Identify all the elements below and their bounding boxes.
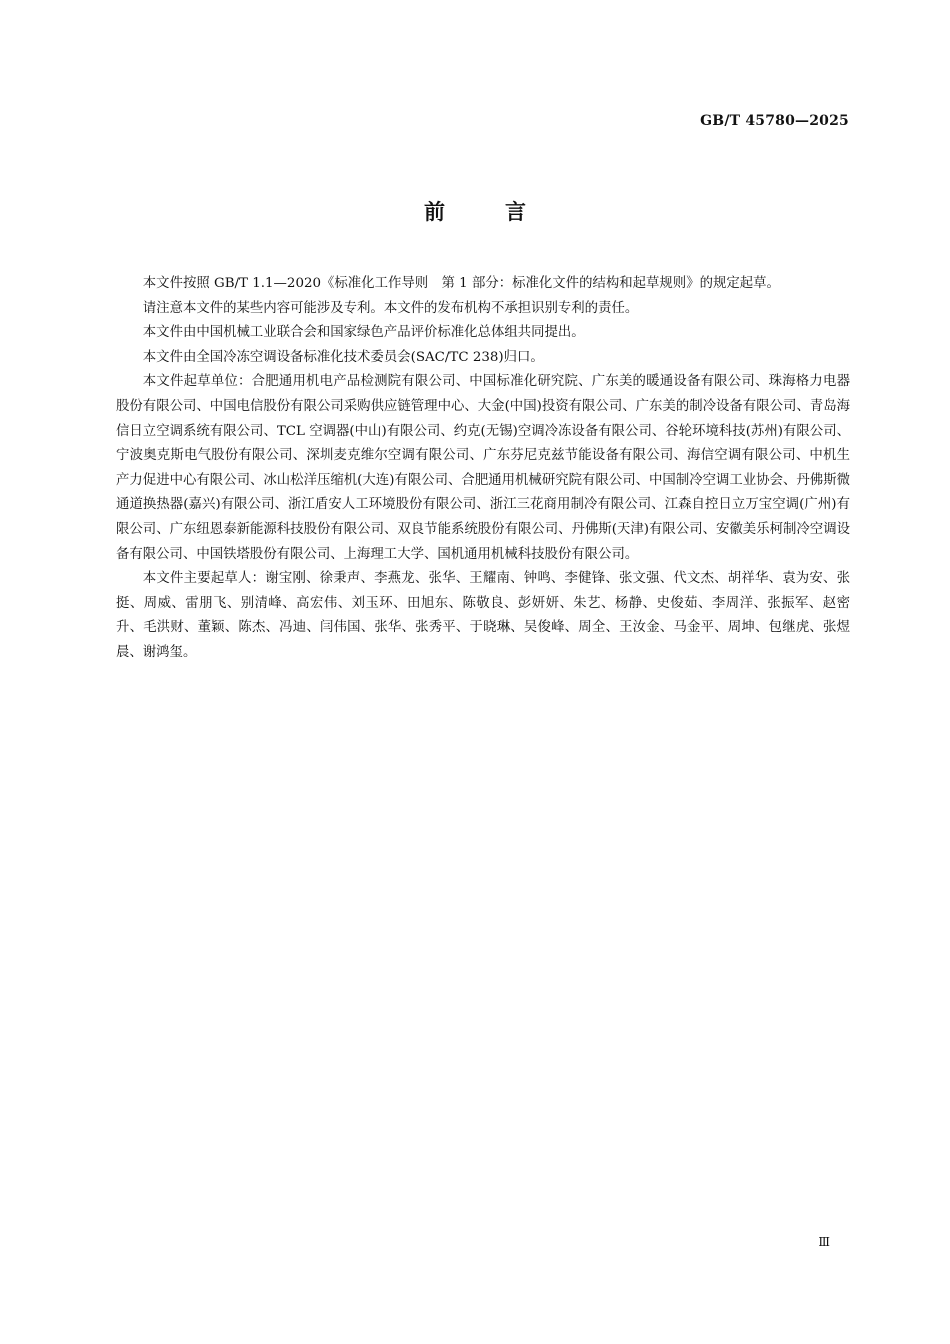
paragraph-drafters: 本文件主要起草人：谢宝刚、徐秉声、李燕龙、张华、王耀南、钟鸣、李健锋、张文强、代文杰、胡祥华、袁为安、张挺、周威、雷朋飞、别清峰、高宏伟、刘玉环、田旭东、陈敬良、彭妍妍、朱艺、杨静、史俊茹、李周洋、张振军、赵密升、毛洪财、董颖、陈杰、冯迪、闫伟国、张华、张秀平、于晓琳、吴俊峰、周全、王汝金、马金平、周坤、包继虎、张煜晨、谢鸿玺。: [116, 571, 850, 660]
paragraph-drafting-rules: 本文件按照 GB/T 1.1—2020《标准化工作导则 第 1 部分：标准化文件的结构和起草规则》的规定起草。: [142, 276, 780, 291]
paragraph-drafting-units: 本文件起草单位：合肥通用机电产品检测院有限公司、中国标准化研究院、广东美的暖通设备有限公司、珠海格力电器股份有限公司、中国电信股份有限公司采购供应链管理中心、大金(中国)投资有限公司、广东美的制冷设备有限公司、青岛海信日立空调系统有限公司、TCL 空调器(中山)有限公司、约克(无锡)空调冷冻设备有限公司、谷轮环境科技(苏州)有限公司、宁波奥克斯电气股份有限公司、深圳麦克维尔空调有限公司、广东芬尼克兹节能设备有限公司、海信空调有限公司、中机生产力促进中心有限公司、冰山松洋压缩机(大连)有限公司、合肥通用机械研究院有限公司、中国制冷空调工业协会、丹佛斯微通道换热器(嘉兴)有限公司、浙江盾安人工环境股份有限公司、浙江三花商用制冷有限公司、江森自控日立万宝空调(广州)有限公司、广东纽恩泰新能源科技股份有限公司、双良节能系统股份有限公司、丹佛斯(天津)有限公司、安徽美乐柯制冷空调设备有限公司、中国铁塔股份有限公司、上海理工大学、国机通用机械科技股份有限公司。: [116, 374, 850, 562]
foreword-body: [116, 272, 850, 666]
paragraph-technical-committee: 本文件由全国冷冻空调设备标准化技术委员会(SAC/TC 238)归口。: [142, 349, 544, 365]
paragraph-patent-notice: 请注意本文件的某些内容可能涉及专利。本文件的发布机构不承担识别专利的责任。: [142, 300, 639, 316]
paragraph-proposer: 本文件由中国机械工业联合会和国家绿色产品评价标准化总体组共同提出。: [142, 325, 585, 341]
page-title: 前言: [424, 200, 586, 224]
page-number: Ⅲ: [818, 1235, 830, 1249]
standard-code: GB/T 45780—2025: [700, 113, 849, 129]
